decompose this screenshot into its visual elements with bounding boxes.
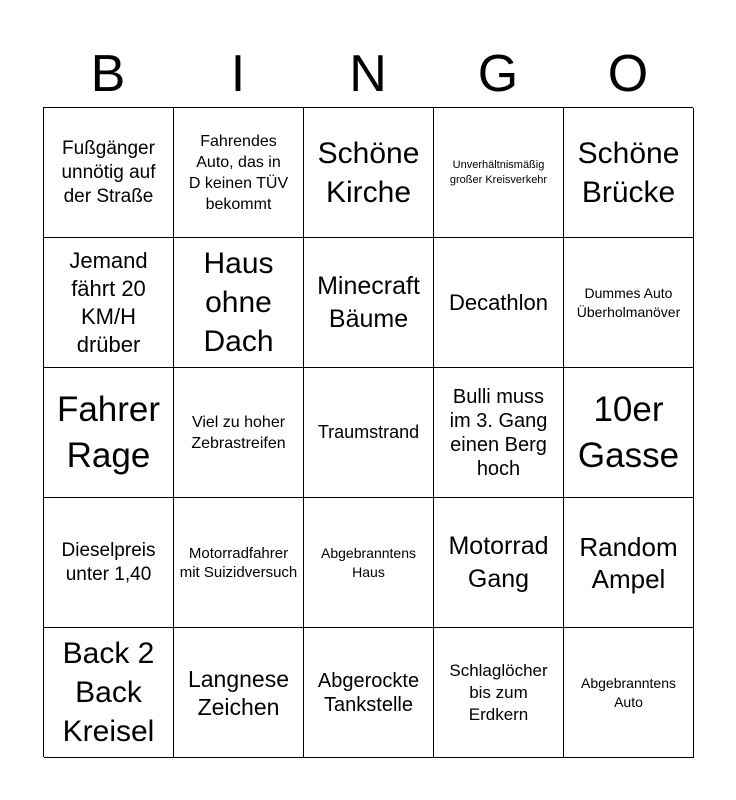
- cell-text: Decathlon: [448, 289, 549, 315]
- bingo-cell[interactable]: [174, 368, 304, 498]
- header-letter-g: G: [477, 45, 519, 103]
- bingo-cell[interactable]: [304, 238, 434, 368]
- cell-text: Bulli muss im 3. Gang einen Berg hoch: [449, 385, 548, 480]
- bingo-cell[interactable]: [434, 238, 564, 368]
- header-letter-i: I: [230, 45, 246, 103]
- bingo-cell[interactable]: [304, 108, 434, 238]
- bingo-cell[interactable]: [44, 628, 174, 758]
- bingo-cell[interactable]: [44, 368, 174, 498]
- cell-text: Schöne Brücke: [577, 136, 680, 209]
- bingo-cell[interactable]: [564, 498, 694, 628]
- cell-text: Traumstrand: [317, 422, 420, 442]
- cell-text: Fahrendes Auto, das in D keinen TÜV bekommt: [188, 132, 289, 213]
- bingo-cell[interactable]: [174, 498, 304, 628]
- cell-text: Haus ohne Dach: [203, 247, 274, 358]
- cell-text: Motorradfahrer mit Suizidversuch: [179, 544, 298, 581]
- cell-text: Back 2 Back Kreisel: [62, 637, 155, 748]
- bingo-cell[interactable]: [564, 628, 694, 758]
- cell-text: Unverhältnismäßig großer Kreisverkehr: [449, 158, 548, 186]
- cell-text: Minecraft Bäume: [317, 271, 420, 333]
- cell-text: Dummes Auto Überholmanöver: [576, 284, 681, 320]
- bingo-cell[interactable]: [564, 108, 694, 238]
- bingo-cell[interactable]: [44, 498, 174, 628]
- bingo-cell[interactable]: [304, 628, 434, 758]
- bingo-cell[interactable]: [434, 628, 564, 758]
- cell-text: Dieselpreis unter 1,40: [61, 539, 156, 585]
- bingo-cell[interactable]: [174, 108, 304, 238]
- bingo-grid: [43, 107, 693, 757]
- cell-text: Motorrad Gang: [448, 531, 549, 593]
- bingo-cell[interactable]: [564, 368, 694, 498]
- header-letter-b: B: [90, 45, 126, 103]
- bingo-cell[interactable]: [174, 628, 304, 758]
- cell-text: Schöne Kirche: [317, 136, 420, 209]
- cell-text: Abgebranntens Haus: [321, 544, 416, 580]
- bingo-cell[interactable]: [304, 368, 434, 498]
- cell-text: Schlaglöcher bis zum Erdkern: [449, 660, 548, 724]
- cell-text: Jemand fährt 20 KM/H drüber: [69, 247, 148, 357]
- header-letter-o: O: [607, 45, 649, 103]
- cell-text: 10er Gasse: [577, 389, 680, 475]
- bingo-cell[interactable]: [564, 238, 694, 368]
- bingo-cell[interactable]: [434, 498, 564, 628]
- bingo-cell[interactable]: [44, 108, 174, 238]
- cell-text: Random Ampel: [579, 531, 678, 594]
- bingo-cell[interactable]: [434, 108, 564, 238]
- bingo-header: [43, 40, 693, 108]
- cell-text: Fußgänger unnötig auf der Straße: [61, 137, 156, 207]
- bingo-cell[interactable]: [304, 498, 434, 628]
- cell-text: Abgebranntens Auto: [581, 674, 676, 710]
- cell-text: Abgerockte Tankstelle: [317, 669, 420, 716]
- bingo-cell[interactable]: [44, 238, 174, 368]
- cell-text: Viel zu hoher Zebrastreifen: [191, 413, 286, 452]
- cell-text: Fahrer Rage: [56, 389, 161, 475]
- bingo-cell[interactable]: [174, 238, 304, 368]
- cell-text: Langnese Zeichen: [187, 665, 290, 720]
- bingo-cell[interactable]: [434, 368, 564, 498]
- header-letter-n: N: [349, 45, 387, 103]
